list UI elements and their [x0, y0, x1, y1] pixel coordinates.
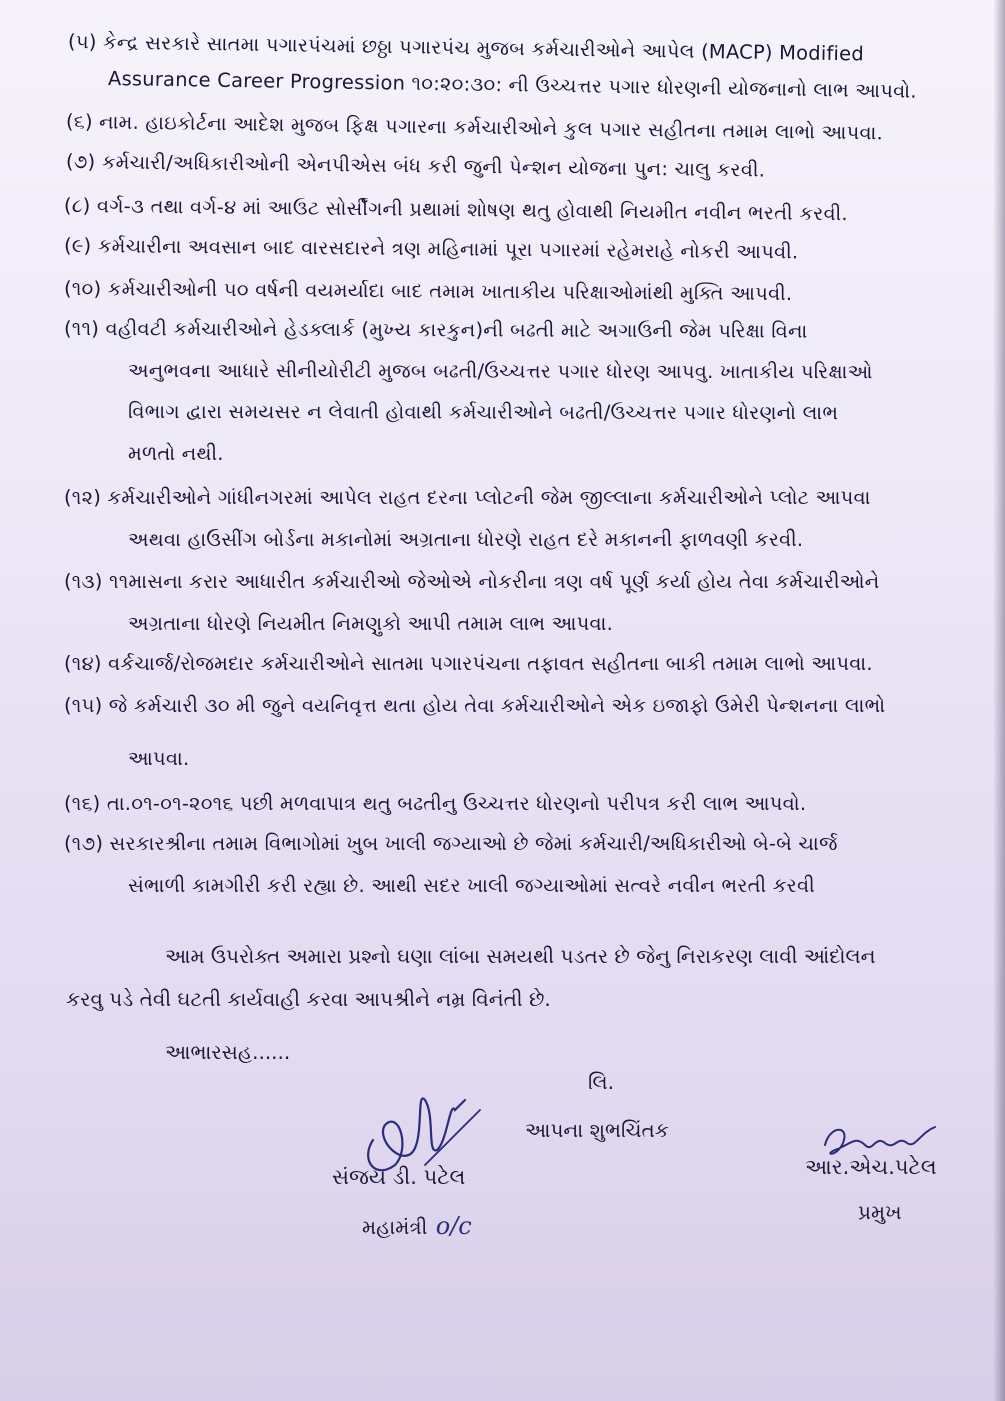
point-6 [66, 108, 883, 147]
well-wisher-label: આપના શુભચિંતક [525, 1118, 669, 1142]
point-14 [64, 650, 873, 678]
point-10 [64, 275, 793, 308]
point-11-continuation-1: અનુભવના આધારે સીનીયોરીટી મુજબ બઢતી/ઉચ્ચત્તર પગાર ધોરણ આપવુ. ખાતાકીય પરિક્ષાઓ [127, 359, 873, 384]
point-11-line-4 [128, 440, 224, 468]
point-9-text: (૯) કર્મચારીના અવસાન બાદ વારસદારને ત્રણ મહિનામાં પૂરા પગારમાં રહેમરાહે નોકરી આપવી. [63, 234, 799, 264]
left-signatory-note: o/c [435, 1212, 472, 1240]
closing-paragraph-line-1 [165, 944, 876, 968]
point-11-line-2 [128, 357, 873, 386]
point-17-text: (૧૭) સરકારશ્રીના તમામ વિભાગોમાં ખુબ ખાલી જગ્યાઓ છે જેમાં કર્મચારી/અધિકારીઓ બે-બે ચાર્જ [64, 832, 838, 855]
point-16 [64, 790, 806, 818]
point-5-line-2 [108, 65, 917, 106]
point-5-text: (૫) કેન્દ્ર સરકારે સાતમા પગારપંચમાં છઠ્ઠા પગારપંચ મુજબ કર્મચારીઓને આપેલ (MACP) Modified [67, 30, 865, 66]
point-15-line-1 [64, 692, 885, 720]
thanks-line: આભારસહ...... [165, 1040, 291, 1064]
point-11-continuation-3: મળતો નથી. [128, 442, 224, 465]
point-13-text: (૧૩) ૧૧માસના કરાર આધારીત કર્મચારીઓ જેઓએ નોકરીના ત્રણ વર્ષ પૂર્ણ કર્યા હોય તેવા કર્મચારીઓને [64, 570, 880, 593]
closing-paragraph-text: આમ ઉપરોક્ત અમારા પ્રશ્નો ઘણા લાંબા સમયથી પડતર છે જેનુ નિરાકરણ લાવી આંદોલન [165, 944, 876, 968]
left-signatory-title-block [362, 1212, 472, 1240]
point-12-line-2 [128, 526, 803, 554]
point-11-text: (૧૧) વહીવટી કર્મચારીઓને હેડક્લાર્ક (મુખ્ય કારકુન)ની બઢતી માટે અગાઉની જેમ પરિક્ષા વિના [63, 317, 808, 343]
point-9 [64, 232, 799, 266]
point-8 [64, 192, 848, 228]
point-13-line-1 [64, 568, 880, 596]
point-5-line-1 [68, 28, 864, 68]
point-12-text: (૧૨) કર્મચારીઓને ગાંધીનગરમાં આપેલ રાહત દરના પ્લોટની જેમ જીલ્લાના કર્મચારીઓને પ્લોટ આપવા [64, 486, 871, 509]
left-signatory-name: સંજય ડી. પટેલ [332, 1165, 466, 1189]
point-15-line-2 [128, 745, 189, 773]
point-17-line-2 [128, 872, 815, 900]
point-5-continuation: Assurance Career Progression ૧૦:૨૦:૩૦: ની ઉચ્ચત્તર પગાર ધોરણની યોજનાનો લાભ આપવો. [107, 67, 917, 103]
left-signature [355, 1070, 485, 1180]
point-11-line-3 [128, 398, 838, 427]
point-17-line-1 [64, 830, 838, 858]
point-6-text: (૬) નામ. હાઇકોર્ટના આદેશ મુજબ ફિક્ષ પગારના કર્મચારીઓને કુલ પગાર સહીતના તમામ લાભો આપવા. [65, 110, 884, 145]
point-15-text: (૧૫) જે કર્મચારી ૩૦ મી જુને વયનિવૃત્ત થતા હોય તેવા કર્મચારીઓને એક ઇજાફો ઉમેરી પેન્શનના લાભો [64, 694, 886, 717]
right-signatory-name: આર.એચ.પટેલ [805, 1155, 937, 1179]
point-14-text: (૧૪) વર્કચાર્જ/રોજમદાર કર્મચારીઓને સાતમા પગારપંચના તફાવત સહીતના બાકી તમામ લાભો આપવા. [64, 652, 873, 675]
point-17-continuation: સંભાળી કામગીરી કરી રહ્યા છે. આથી સદર ખાલી જગ્યાઓમાં સત્વરે નવીન ભરતી કરવી [128, 874, 815, 897]
page-edge-shadow [993, 0, 1005, 1401]
point-7 [66, 148, 765, 185]
li-abbreviation: લિ. [588, 1070, 614, 1094]
point-10-text: (૧૦) કર્મચારીઓની ૫૦ વર્ષની વયમર્યાદા બાદ તમામ ખાતાકીય પરિક્ષાઓમાંથી મુક્તિ આપવી. [63, 277, 793, 306]
left-signatory-title: મહામંત્રી [362, 1215, 428, 1239]
point-7-text: (૭) કર્મચારી/અધિકારીઓની એનપીએસ બંધ કરી જુની પેન્શન યોજના પુન: ચાલુ કરવી. [65, 150, 766, 182]
point-15-continuation: આપવા. [128, 747, 190, 770]
closing-paragraph-continuation: કરવુ પડે તેવી ઘટતી કાર્યવાહી કરવા આપશ્રીને નમ્ર વિનંતી છે. [66, 987, 551, 1011]
right-signatory-title: પ્રમુખ [858, 1200, 902, 1224]
point-12-continuation: અથવા હાઉસીંગ બોર્ડના મકાનોમાં અગ્રતાના ધોરણે રાહત દરે મકાનની ફાળવણી કરવી. [128, 528, 804, 551]
point-8-text: (૮) વર્ગ-૩ તથા વર્ગ-૪ માં આઉટ સોર્સીંગની પ્રથામાં શોષણ થતુ હોવાથી નિયમીત નવીન ભરતી કરવી. [63, 194, 848, 226]
closing-paragraph-line-2 [66, 987, 551, 1011]
point-13-continuation: અગ્રતાના ધોરણે નિયમીત નિમણુકો આપી તમામ લાભ આપવા. [128, 612, 613, 635]
point-13-line-2 [128, 610, 613, 638]
point-11-continuation-2: વિભાગ દ્વારા સમયસર ન લેવાતી હોવાથી કર્મચારીઓને બઢતી/ઉચ્ચત્તર પગાર ધોરણનો લાભ [127, 400, 839, 425]
point-11-line-1 [64, 315, 808, 346]
point-12-line-1 [64, 484, 871, 512]
point-16-text: (૧૬) તા.૦૧-૦૧-૨૦૧૬ પછી મળવાપાત્ર થતુ બઢતીનુ ઉચ્ચત્તર ધોરણનો પરીપત્ર કરી લાભ આપવો. [64, 792, 807, 815]
